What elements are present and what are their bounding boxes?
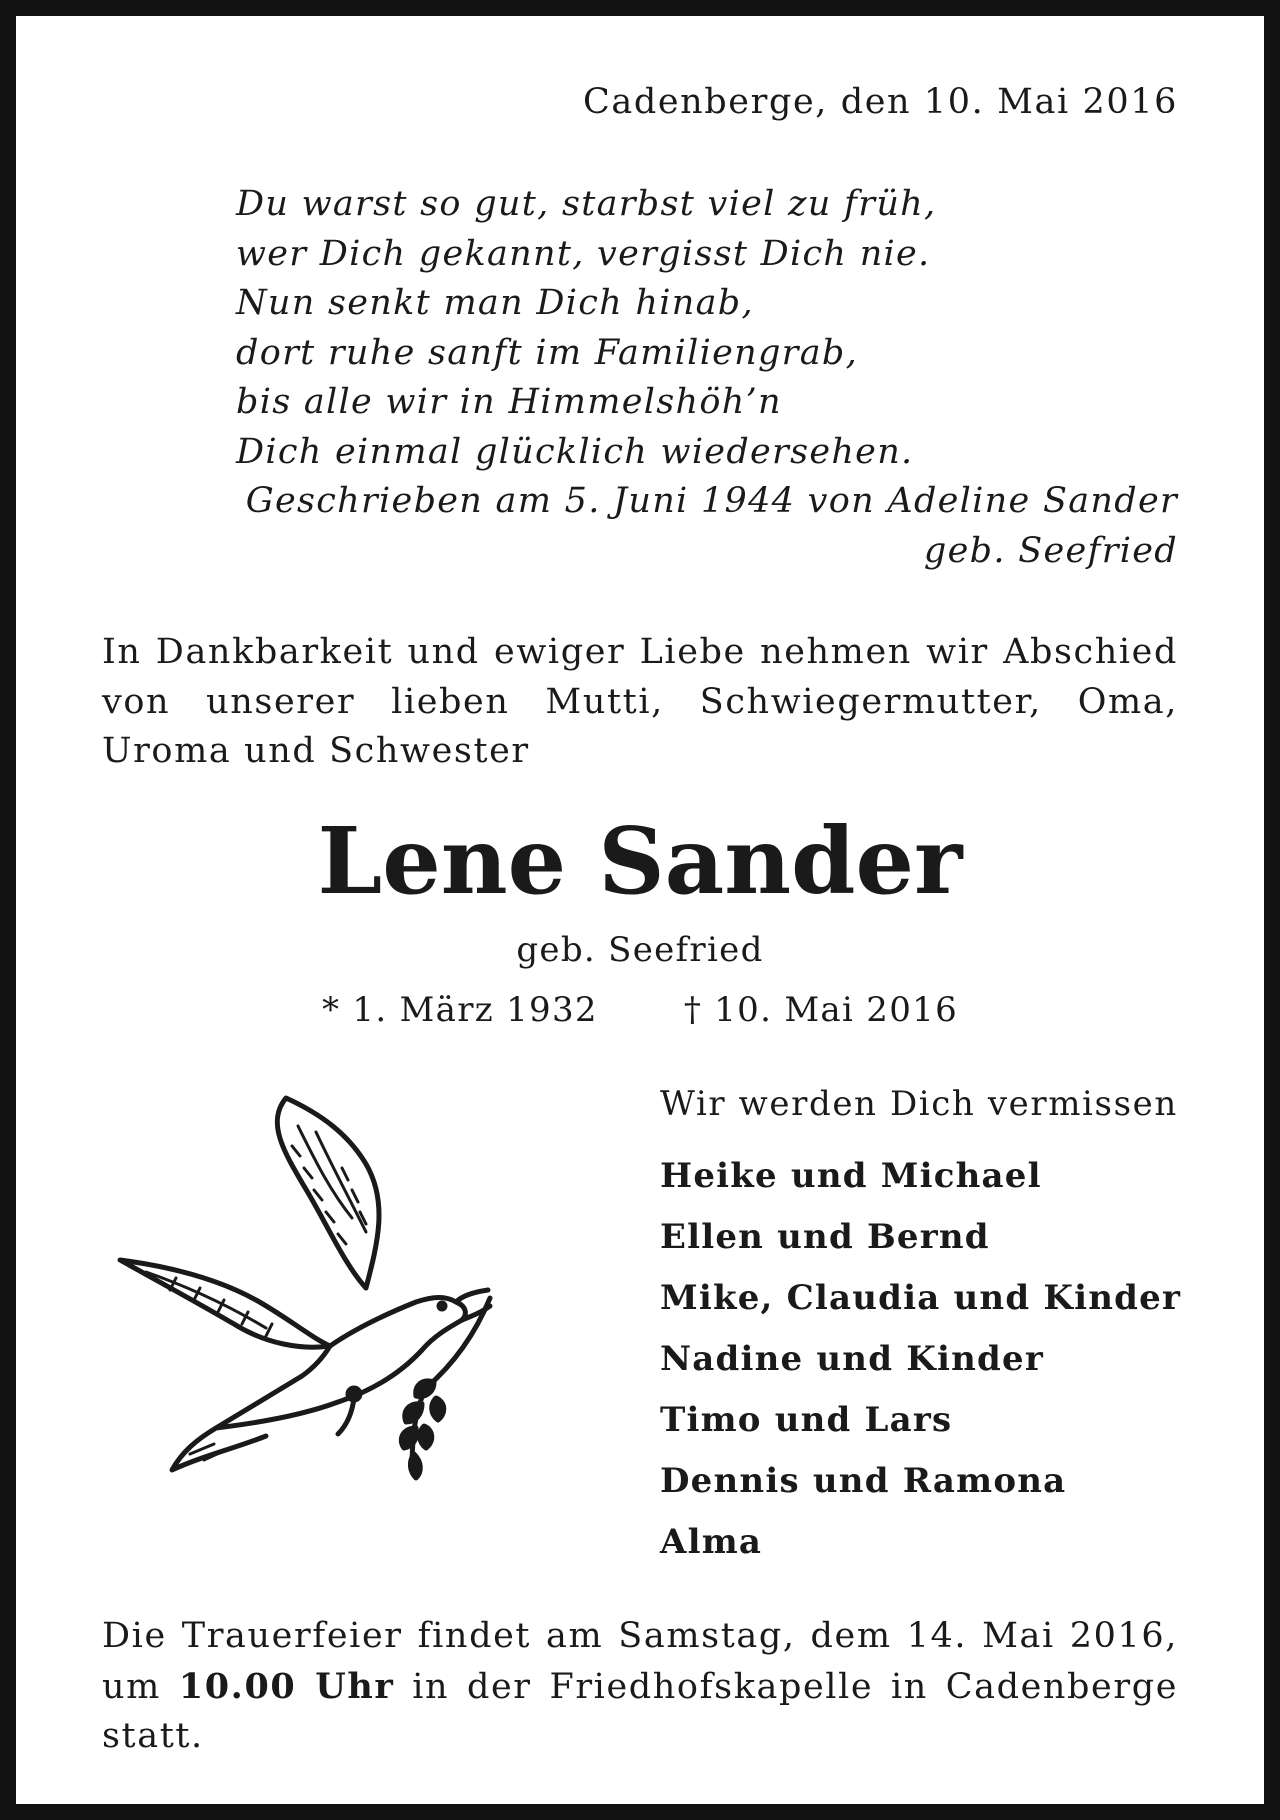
- poem-line: dort ruhe sanft im Familiengrab,: [236, 332, 859, 373]
- obituary-content: [102, 16, 1182, 1804]
- place-date-line: Cadenberge, den 10. Mai 2016: [583, 82, 1178, 122]
- poem-author: Geschrieben am 5. Juni 1944 von Adeline Sander: [245, 481, 1178, 521]
- ceremony-time: 10.00 Uhr: [178, 1665, 395, 1707]
- mourners-list: [660, 1084, 1182, 1573]
- farewell-intro-text: In Dankbarkeit und ewiger Liebe nehmen wir Abschied von unserer lieben Mutti, Schwiegermutter, Oma, Uroma und Schwester: [102, 632, 1178, 771]
- mourner-name: Dennis und Ramona: [660, 1461, 1067, 1501]
- poem-author-maiden-name: geb. Seefried: [923, 530, 1178, 571]
- deceased-name: Lene Sander: [317, 807, 963, 915]
- mourner-name: Ellen und Bernd: [660, 1217, 990, 1257]
- deceased-maiden-name: geb. Seefried: [516, 930, 764, 970]
- poem-line: wer Dich gekannt, vergisst Dich nie.: [236, 233, 931, 274]
- ceremony-text-end: in der Friedhofskapelle in Cadenberge statt.: [102, 1666, 1179, 1756]
- poem-line: Du warst so gut, starbst viel zu früh,: [236, 184, 937, 224]
- birth-date: * 1. März 1932: [321, 990, 598, 1030]
- memorial-poem: [236, 180, 1178, 576]
- death-date: † 10. Mai 2016: [683, 990, 959, 1030]
- mourner-name: Heike und Michael: [660, 1156, 1042, 1196]
- dove-with-olive-branch-icon: [116, 1092, 516, 1492]
- mourner-name: Alma: [660, 1522, 763, 1562]
- mourner-name: Timo und Lars: [660, 1400, 953, 1440]
- poem-line: Nun senkt man Dich hinab,: [236, 283, 754, 323]
- funeral-ceremony-notice: [102, 1612, 1178, 1762]
- poem-line: Dich einmal glücklich wiedersehen.: [236, 431, 914, 472]
- life-dates: [102, 990, 1178, 1030]
- poem-line: bis alle wir in Himmelshöh’n: [236, 382, 782, 422]
- ceremony-text-start: Die Trauerfeier findet am Samstag, dem 14. Mai 2016, um: [102, 1616, 1178, 1707]
- mourner-name: Nadine und Kinder: [660, 1339, 1044, 1379]
- mourners-heading: Wir werden Dich vermissen: [660, 1084, 1178, 1124]
- mourner-name: Mike, Claudia und Kinder: [660, 1278, 1182, 1318]
